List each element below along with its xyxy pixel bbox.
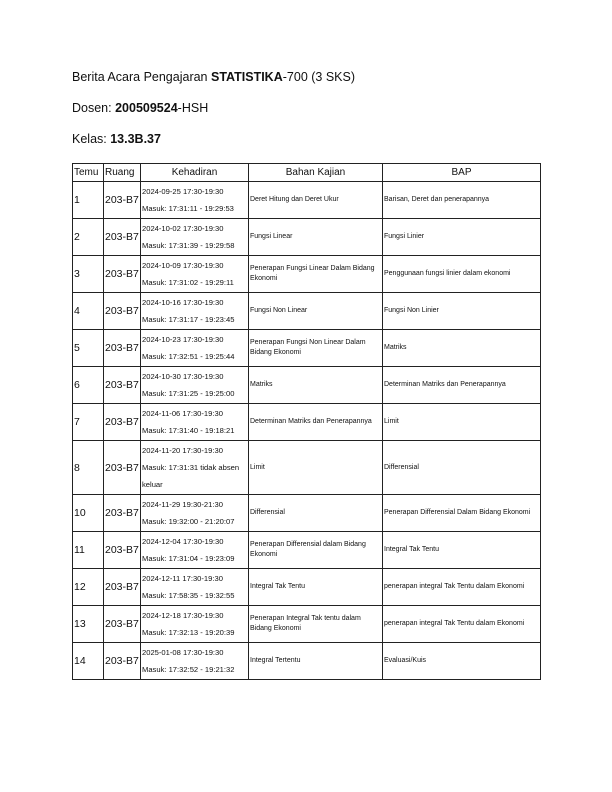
class-line (72, 132, 540, 146)
title-suffix: -700 (3 SKS) (282, 70, 356, 84)
attendance-time: Masuk: 17:31:17 - 19:23:45 (142, 315, 235, 324)
cell-ruang: 203-B7 (104, 643, 141, 680)
cell-temu: 11 (73, 532, 104, 569)
lecturer-suffix: -HSH (177, 101, 209, 115)
attendance-time: Masuk: 17:31:25 - 19:25:00 (142, 389, 235, 398)
attendance-time: Masuk: 17:31:39 - 19:29:58 (142, 241, 235, 250)
cell-kehadiran (141, 330, 249, 367)
class-code: 13.3B.37 (110, 132, 161, 146)
cell-bap: Determinan Matriks dan Penerapannya (383, 367, 541, 404)
cell-bahan-kajian: Matriks (249, 367, 383, 404)
cell-ruang: 203-B7 (104, 606, 141, 643)
cell-bahan-kajian: Integral Tak Tentu (249, 569, 383, 606)
cell-kehadiran (141, 293, 249, 330)
cell-bahan-kajian: Integral Tertentu (249, 643, 383, 680)
cell-ruang: 203-B7 (104, 367, 141, 404)
cell-bap: penerapan integral Tak Tentu dalam Ekonomi (383, 606, 541, 643)
cell-kehadiran (141, 532, 249, 569)
table-row (73, 643, 541, 680)
schedule-time: 2024-11-06 17:30-19:30 (142, 409, 223, 418)
cell-bahan-kajian: Limit (249, 441, 383, 495)
column-header-ruang: Ruang (104, 164, 141, 182)
table-row (73, 606, 541, 643)
cell-temu: 3 (73, 256, 104, 293)
cell-ruang: 203-B7 (104, 495, 141, 532)
table-row (73, 495, 541, 532)
schedule-time: 2024-12-18 17:30-19:30 (142, 611, 224, 620)
cell-ruang: 203-B7 (104, 182, 141, 219)
schedule-time: 2024-10-16 17:30-19:30 (142, 298, 224, 307)
schedule-time: 2024-12-04 17:30-19:30 (142, 537, 224, 546)
table-row (73, 441, 541, 495)
attendance-time: Masuk: 17:31:40 - 19:18:21 (142, 426, 235, 435)
cell-ruang: 203-B7 (104, 219, 141, 256)
attendance-time: Masuk: 19:32:00 - 21:20:07 (142, 517, 235, 526)
cell-bap: Differensial (383, 441, 541, 495)
table-row (73, 256, 541, 293)
schedule-time: 2024-10-09 17:30-19:30 (142, 261, 224, 270)
attendance-time: Masuk: 17:31:31 tidak absen keluar (142, 463, 240, 489)
column-header-kehadiran: Kehadiran (141, 164, 249, 182)
schedule-time: 2025-01-08 17:30-19:30 (142, 648, 224, 657)
cell-temu: 10 (73, 495, 104, 532)
document-title (72, 70, 540, 84)
attendance-time: Masuk: 17:31:02 - 19:29:11 (142, 278, 234, 287)
cell-ruang: 203-B7 (104, 569, 141, 606)
lecturer-id: 200509524 (115, 101, 178, 115)
cell-kehadiran (141, 495, 249, 532)
cell-bap: Integral Tak Tentu (383, 532, 541, 569)
attendance-time: Masuk: 17:58:35 - 19:32:55 (142, 591, 235, 600)
cell-temu: 1 (73, 182, 104, 219)
cell-ruang: 203-B7 (104, 441, 141, 495)
attendance-time: Masuk: 17:32:13 - 19:20:39 (142, 628, 235, 637)
cell-bahan-kajian: Fungsi Linear (249, 219, 383, 256)
cell-temu: 6 (73, 367, 104, 404)
schedule-time: 2024-10-23 17:30-19:30 (142, 335, 224, 344)
cell-ruang: 203-B7 (104, 404, 141, 441)
attendance-time: Masuk: 17:31:11 - 19:29:53 (142, 204, 234, 213)
cell-bap: Penerapan Differensial Dalam Bidang Ekonomi (383, 495, 541, 532)
cell-bahan-kajian: Penerapan Fungsi Non Linear Dalam Bidang Ekonomi (249, 330, 383, 367)
table-row (73, 569, 541, 606)
cell-temu: 4 (73, 293, 104, 330)
cell-bahan-kajian: Penerapan Fungsi Linear Dalam Bidang Ekonomi (249, 256, 383, 293)
schedule-time: 2024-11-20 17:30-19:30 (142, 446, 223, 455)
cell-kehadiran (141, 256, 249, 293)
table-body (73, 182, 541, 680)
schedule-time: 2024-09-25 17:30-19:30 (142, 187, 224, 196)
schedule-time: 2024-11-29 19:30-21:30 (142, 500, 223, 509)
lecturer-label: Dosen: (72, 101, 116, 115)
cell-bap: Penggunaan fungsi linier dalam ekonomi (383, 256, 541, 293)
title-prefix: Berita Acara Pengajaran (72, 70, 211, 84)
cell-kehadiran (141, 643, 249, 680)
schedule-time: 2024-10-30 17:30-19:30 (142, 372, 224, 381)
cell-bap: Evaluasi/Kuis (383, 643, 541, 680)
document-page (72, 70, 540, 680)
table-row (73, 182, 541, 219)
table-row (73, 293, 541, 330)
cell-bap: Matriks (383, 330, 541, 367)
cell-temu: 2 (73, 219, 104, 256)
schedule-time: 2024-12-11 17:30-19:30 (142, 574, 223, 583)
cell-bahan-kajian: Determinan Matriks dan Penerapannya (249, 404, 383, 441)
cell-kehadiran (141, 367, 249, 404)
column-header-bap: BAP (383, 164, 541, 182)
cell-bahan-kajian: Deret Hitung dan Deret Ukur (249, 182, 383, 219)
cell-kehadiran (141, 404, 249, 441)
cell-bap: Fungsi Linier (383, 219, 541, 256)
cell-kehadiran (141, 606, 249, 643)
column-header-bahan-kajian: Bahan Kajian (249, 164, 383, 182)
cell-temu: 5 (73, 330, 104, 367)
column-header-temu: Temu (73, 164, 104, 182)
attendance-time: Masuk: 17:32:52 - 19:21:32 (142, 665, 235, 674)
cell-temu: 14 (73, 643, 104, 680)
lecturer-line (72, 101, 540, 115)
table-header-row (73, 164, 541, 182)
table-row (73, 532, 541, 569)
table-row (73, 367, 541, 404)
cell-temu: 12 (73, 569, 104, 606)
cell-bap: penerapan integral Tak Tentu dalam Ekonomi (383, 569, 541, 606)
cell-ruang: 203-B7 (104, 293, 141, 330)
cell-bahan-kajian: Differensial (249, 495, 383, 532)
cell-temu: 7 (73, 404, 104, 441)
cell-bahan-kajian: Penerapan Differensial dalam Bidang Ekonomi (249, 532, 383, 569)
cell-kehadiran (141, 441, 249, 495)
table-row (73, 330, 541, 367)
cell-kehadiran (141, 569, 249, 606)
cell-kehadiran (141, 219, 249, 256)
cell-bahan-kajian: Penerapan Integral Tak tentu dalam Bidang Ekonomi (249, 606, 383, 643)
cell-ruang: 203-B7 (104, 330, 141, 367)
cell-bap: Limit (383, 404, 541, 441)
cell-temu: 8 (73, 441, 104, 495)
table-row (73, 219, 541, 256)
course-code: STATISTIKA (210, 70, 283, 84)
attendance-time: Masuk: 17:32:51 - 19:25:44 (142, 352, 235, 361)
cell-kehadiran (141, 182, 249, 219)
attendance-table (72, 163, 541, 680)
table-row (73, 404, 541, 441)
cell-bahan-kajian: Fungsi Non Linear (249, 293, 383, 330)
attendance-time: Masuk: 17:31:04 - 19:23:09 (142, 554, 235, 563)
cell-temu: 13 (73, 606, 104, 643)
cell-ruang: 203-B7 (104, 256, 141, 293)
cell-ruang: 203-B7 (104, 532, 141, 569)
class-label: Kelas: (72, 132, 111, 146)
cell-bap: Fungsi Non Linier (383, 293, 541, 330)
cell-bap: Barisan, Deret dan penerapannya (383, 182, 541, 219)
schedule-time: 2024-10-02 17:30-19:30 (142, 224, 224, 233)
